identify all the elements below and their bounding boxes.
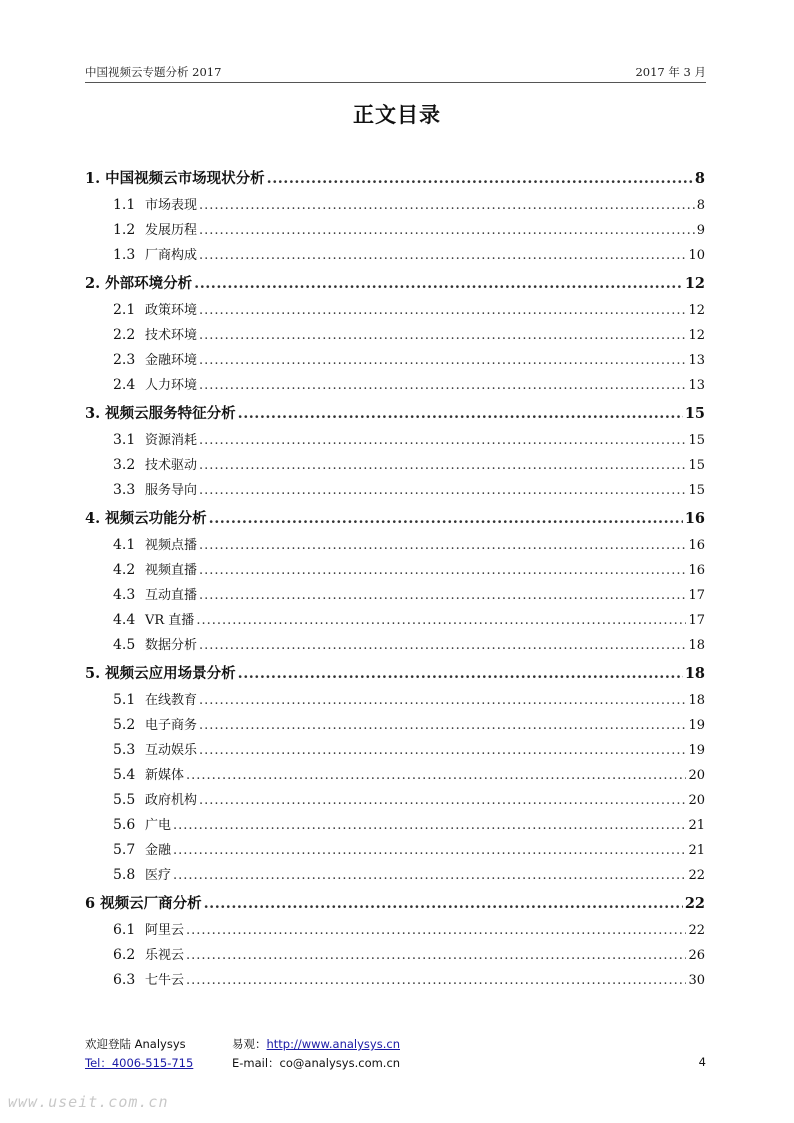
toc-subsection-number: 1.2 bbox=[113, 222, 136, 238]
toc-subsection-title: 市场表现 bbox=[145, 198, 198, 213]
toc-section-number: 5. bbox=[85, 665, 101, 682]
toc-subsection-title: 发展历程 bbox=[145, 223, 198, 238]
toc-subsection-title: 政府机构 bbox=[145, 793, 198, 808]
toc-subsection-page: 15 bbox=[688, 458, 705, 473]
toc-subsection-entry[interactable] bbox=[85, 478, 705, 503]
toc-subsection-page: 15 bbox=[688, 483, 705, 498]
toc-section-title: 外部环境分析 bbox=[105, 276, 193, 292]
toc-subsection-number: 6.3 bbox=[113, 972, 136, 988]
toc-subsection-title: 互动直播 bbox=[145, 588, 198, 603]
toc-subsection-title: 数据分析 bbox=[145, 638, 198, 653]
toc-subsection-entry[interactable] bbox=[85, 838, 705, 863]
toc-leader-dots bbox=[199, 583, 686, 608]
toc-subsection-page: 12 bbox=[688, 328, 705, 343]
toc-section-title: 视频云功能分析 bbox=[105, 511, 207, 527]
toc-subsection-number: 5.4 bbox=[113, 767, 136, 783]
toc-subsection-title: 视频直播 bbox=[145, 563, 198, 578]
toc-section-title: 视频云服务特征分析 bbox=[105, 406, 236, 422]
toc-leader-dots bbox=[199, 788, 686, 813]
toc-subsection-title: 互动娱乐 bbox=[145, 743, 198, 758]
toc-leader-dots bbox=[199, 533, 686, 558]
toc-section-entry[interactable] bbox=[85, 270, 705, 298]
toc-subsection-number: 4.5 bbox=[113, 637, 136, 653]
toc-leader-dots bbox=[199, 348, 686, 373]
toc-subsection-number: 5.6 bbox=[113, 817, 136, 833]
toc-section-page: 18 bbox=[684, 665, 705, 682]
footer-email: E-mail：co@analysys.com.cn bbox=[232, 1056, 401, 1070]
toc-subsection-number: 5.8 bbox=[113, 867, 136, 883]
toc-subsection-title: 电子商务 bbox=[145, 718, 198, 733]
toc-leader-dots bbox=[199, 453, 686, 478]
toc-subsection-entry[interactable] bbox=[85, 713, 705, 738]
toc-subsection-number: 6.1 bbox=[113, 922, 136, 938]
toc-leader-dots bbox=[199, 243, 686, 268]
toc-leader-dots bbox=[186, 918, 686, 943]
toc-subsection-entry[interactable] bbox=[85, 323, 705, 348]
toc-section-entry[interactable] bbox=[85, 165, 705, 193]
toc-leader-dots bbox=[199, 558, 686, 583]
toc-leader-dots bbox=[199, 373, 686, 398]
toc-leader-dots bbox=[173, 838, 686, 863]
toc-section-number: 1. bbox=[85, 170, 101, 187]
toc-subsection-title: 服务导向 bbox=[145, 483, 198, 498]
toc-subsection-title: 资源消耗 bbox=[145, 433, 198, 448]
toc-section-number: 2. bbox=[85, 275, 101, 292]
toc-subsection-number: 1.3 bbox=[113, 247, 136, 263]
toc-section-page: 8 bbox=[694, 170, 705, 187]
toc-leader-dots bbox=[196, 608, 686, 633]
toc-subsection-title: 新媒体 bbox=[145, 768, 185, 783]
toc-subsection-entry[interactable] bbox=[85, 788, 705, 813]
toc-section-number: 4. bbox=[85, 510, 101, 527]
toc-subsection-page: 12 bbox=[688, 303, 705, 318]
toc-leader-dots bbox=[209, 505, 683, 533]
toc-subsection-entry[interactable] bbox=[85, 943, 705, 968]
toc-subsection-title: 视频点播 bbox=[145, 538, 198, 553]
toc-subsection-page: 20 bbox=[688, 768, 705, 783]
toc-leader-dots bbox=[199, 428, 686, 453]
toc-section-title: 中国视频云市场现状分析 bbox=[105, 171, 265, 187]
toc-subsection-entry[interactable] bbox=[85, 763, 705, 788]
toc-leader-dots bbox=[199, 633, 686, 658]
toc-leader-dots bbox=[204, 890, 683, 918]
toc-subsection-number: 1.1 bbox=[113, 197, 136, 213]
toc-leader-dots bbox=[199, 478, 686, 503]
toc-subsection-entry[interactable] bbox=[85, 633, 705, 658]
toc-leader-dots bbox=[194, 270, 683, 298]
toc-subsection-page: 17 bbox=[688, 588, 705, 603]
toc-subsection-page: 17 bbox=[688, 613, 705, 628]
toc-section-entry[interactable] bbox=[85, 660, 705, 688]
toc-leader-dots bbox=[173, 863, 686, 888]
toc-subsection-page: 16 bbox=[688, 563, 705, 578]
footer-website-label: 易观： bbox=[232, 1037, 267, 1051]
toc-subsection-page: 22 bbox=[688, 923, 705, 938]
toc-leader-dots bbox=[173, 813, 686, 838]
toc-subsection-page: 16 bbox=[688, 538, 705, 553]
toc-subsection-number: 5.7 bbox=[113, 842, 136, 858]
toc-subsection-page: 10 bbox=[688, 248, 705, 263]
toc-subsection-entry[interactable] bbox=[85, 453, 705, 478]
toc-subsection-title: 阿里云 bbox=[145, 923, 185, 938]
toc-subsection-page: 21 bbox=[688, 818, 705, 833]
toc-subsection-entry[interactable] bbox=[85, 243, 705, 268]
toc-subsection-entry[interactable] bbox=[85, 608, 705, 633]
toc-subsection-title: VR 直播 bbox=[145, 613, 195, 628]
toc-subsection-page: 22 bbox=[688, 868, 705, 883]
toc-section-entry[interactable] bbox=[85, 400, 705, 428]
toc-leader-dots bbox=[199, 688, 686, 713]
toc-subsection-page: 30 bbox=[688, 973, 705, 988]
toc-subsection-title: 技术驱动 bbox=[145, 458, 198, 473]
toc-subsection-entry[interactable] bbox=[85, 688, 705, 713]
toc-subsection-page: 20 bbox=[688, 793, 705, 808]
toc-leader-dots bbox=[186, 763, 686, 788]
toc-leader-dots bbox=[186, 943, 686, 968]
toc-subsection-entry[interactable] bbox=[85, 558, 705, 583]
toc-subsection-entry[interactable] bbox=[85, 373, 705, 398]
footer-page-number: 4 bbox=[698, 1055, 706, 1069]
toc-subsection-entry[interactable] bbox=[85, 918, 705, 943]
page-header bbox=[85, 64, 706, 83]
toc-section-title: 视频云应用场景分析 bbox=[105, 666, 236, 682]
toc-subsection-number: 4.3 bbox=[113, 587, 136, 603]
toc-subsection-entry[interactable] bbox=[85, 738, 705, 763]
footer-website-link[interactable]: http://www.analysys.cn bbox=[266, 1037, 400, 1051]
toc-subsection-title: 乐视云 bbox=[145, 948, 185, 963]
toc-subsection-title: 广电 bbox=[145, 818, 172, 833]
toc-subsection-title: 厂商构成 bbox=[145, 248, 198, 263]
toc-subsection-title: 技术环境 bbox=[145, 328, 198, 343]
toc-subsection-number: 3.2 bbox=[113, 457, 136, 473]
toc-subsection-entry[interactable] bbox=[85, 428, 705, 453]
toc-subsection-page: 21 bbox=[688, 843, 705, 858]
toc-subsection-page: 15 bbox=[688, 433, 705, 448]
toc-subsection-number: 6.2 bbox=[113, 947, 136, 963]
toc-section-number: 6 bbox=[85, 895, 96, 912]
toc-subsection-entry[interactable] bbox=[85, 298, 705, 323]
toc-section-page: 12 bbox=[684, 275, 705, 292]
toc-leader-dots bbox=[186, 968, 686, 993]
toc-section-entry[interactable] bbox=[85, 890, 705, 918]
toc-subsection-entry[interactable] bbox=[85, 813, 705, 838]
toc-subsection-title: 医疗 bbox=[145, 868, 172, 883]
toc-subsection-number: 2.1 bbox=[113, 302, 136, 318]
toc-subsection-page: 9 bbox=[696, 223, 705, 238]
toc-leader-dots bbox=[199, 323, 686, 348]
toc-section-page: 15 bbox=[684, 405, 705, 422]
footer-tel-link[interactable]: Tel：4006-515-715 bbox=[85, 1056, 194, 1070]
toc-leader-dots bbox=[199, 738, 686, 763]
toc-section-title: 视频云厂商分析 bbox=[100, 896, 202, 912]
toc-leader-dots bbox=[267, 165, 693, 193]
toc-section-page: 16 bbox=[684, 510, 705, 527]
toc-subsection-entry[interactable] bbox=[85, 218, 705, 243]
toc-subsection-entry[interactable] bbox=[85, 968, 705, 993]
toc-subsection-page: 13 bbox=[688, 378, 705, 393]
watermark: www.useit.com.cn bbox=[8, 1093, 169, 1111]
toc-subsection-title: 在线教育 bbox=[145, 693, 198, 708]
toc-section-entry[interactable] bbox=[85, 505, 705, 533]
footer-welcome: 欢迎登陆 Analysys bbox=[85, 1037, 186, 1051]
toc-subsection-number: 5.1 bbox=[113, 692, 136, 708]
toc-leader-dots bbox=[199, 298, 686, 323]
toc-subsection-entry[interactable] bbox=[85, 348, 705, 373]
toc-subsection-number: 5.3 bbox=[113, 742, 136, 758]
toc-leader-dots bbox=[238, 400, 683, 428]
header-doc-title: 中国视频云专题分析 2017 bbox=[85, 65, 222, 79]
toc-subsection-page: 26 bbox=[688, 948, 705, 963]
toc-leader-dots bbox=[238, 660, 683, 688]
toc-section-page: 22 bbox=[684, 895, 705, 912]
toc-subsection-number: 5.5 bbox=[113, 792, 136, 808]
header-date: 2017 年 3 月 bbox=[635, 65, 706, 79]
toc-subsection-number: 5.2 bbox=[113, 717, 136, 733]
toc-subsection-title: 金融环境 bbox=[145, 353, 198, 368]
toc-subsection-number: 4.1 bbox=[113, 537, 136, 553]
toc-subsection-title: 七牛云 bbox=[145, 973, 185, 988]
toc-leader-dots bbox=[199, 193, 695, 218]
page-footer bbox=[85, 1036, 706, 1076]
toc-leader-dots bbox=[199, 218, 695, 243]
toc-subsection-page: 13 bbox=[688, 353, 705, 368]
toc-subsection-number: 2.4 bbox=[113, 377, 136, 393]
toc-subsection-entry[interactable] bbox=[85, 583, 705, 608]
toc-subsection-entry[interactable] bbox=[85, 863, 705, 888]
page-title: 正文目录 bbox=[353, 103, 441, 127]
toc-subsection-page: 8 bbox=[696, 198, 705, 213]
toc-subsection-number: 4.2 bbox=[113, 562, 136, 578]
toc-subsection-page: 18 bbox=[688, 638, 705, 653]
toc-subsection-number: 3.3 bbox=[113, 482, 136, 498]
footer-website bbox=[232, 1036, 400, 1052]
table-of-contents bbox=[85, 163, 705, 993]
toc-subsection-number: 3.1 bbox=[113, 432, 136, 448]
toc-subsection-number: 2.3 bbox=[113, 352, 136, 368]
toc-subsection-title: 金融 bbox=[145, 843, 172, 858]
toc-subsection-page: 19 bbox=[688, 718, 705, 733]
toc-subsection-page: 18 bbox=[688, 693, 705, 708]
toc-subsection-page: 19 bbox=[688, 743, 705, 758]
toc-subsection-title: 政策环境 bbox=[145, 303, 198, 318]
toc-subsection-number: 4.4 bbox=[113, 612, 136, 628]
toc-subsection-number: 2.2 bbox=[113, 327, 136, 343]
toc-subsection-title: 人力环境 bbox=[145, 378, 198, 393]
toc-leader-dots bbox=[199, 713, 686, 738]
toc-section-number: 3. bbox=[85, 405, 101, 422]
toc-subsection-entry[interactable] bbox=[85, 193, 705, 218]
toc-subsection-entry[interactable] bbox=[85, 533, 705, 558]
